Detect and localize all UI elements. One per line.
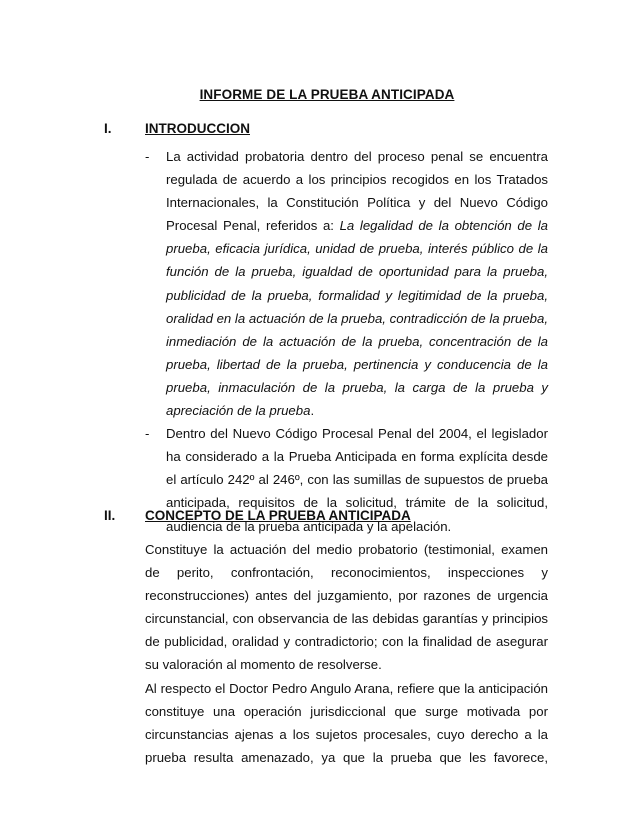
introduccion-list (145, 145, 548, 538)
list-item-text (166, 145, 548, 422)
list-bullet: - (145, 426, 150, 442)
section-number: I. (104, 121, 112, 136)
section-heading: INTRODUCCION (145, 121, 250, 136)
section-heading: CONCEPTO DE LA PRUEBA ANTICIPADA (145, 508, 411, 523)
item-text-plain: La actividad probatoria dentro del proceso penal se encuentra regulada de acuerdo a los principios recogidos en los Tratados Internacionales, la Constitución Política y del Nuevo Código Procesal Penal, referidos a: (166, 149, 548, 234)
paragraph: Al respecto el Doctor Pedro Angulo Arana, refiere que la anticipación constituye una operación jurisdiccional que surge motivada por circunstancias ajenas a los sujetos procesales, cuyo derecho a la prueba resulta amenazado, ya que la prueba que les favorece, (145, 680, 548, 765)
item-text-end: . (310, 403, 315, 419)
section-number: II. (104, 508, 116, 523)
concepto-body (145, 538, 548, 769)
list-item-text: Dentro del Nuevo Código Procesal Penal del 2004, el legislador ha considerado a la Prueba Anticipada en forma explícita desde el artículo 242º al 246º, con las sumillas de supuestos de prueba anticipada, requisitos de la solicitud, trámite de la solicitud, audiencia de la prueba anticipada y la apelación. (166, 426, 548, 534)
paragraph: Constituye la actuación del medio probatorio (testimonial, examen de perito, confrontación, reconocimientos, inspecciones y reconstrucciones) antes del juzgamiento, por razones de urgencia circunstancial, con observancia de las debidas garantías y principios de publicidad, oralidad y contradictorio; con la finalidad de asegurar su valoración al momento de resolverse. (145, 542, 548, 673)
item-text-italic: La legalidad de la obtención de la prueba, eficacia jurídica, unidad de prueba, interés público de la función de la prueba, igualdad de oportunidad para la prueba, publicidad de la prueba, formalidad y legitimidad de la prueba, oralidad en la actuación de la prueba, contradicción de la prueba, inmediación de la actuación de la prueba, concentración de la prueba, libertad de la prueba, pertinencia y conducencia de la prueba, inmaculación de la prueba, la carga de la prueba y apreciación de la prueba (166, 218, 548, 419)
list-bullet: - (145, 149, 150, 164)
document-title: INFORME DE LA PRUEBA ANTICIPADA (199, 87, 455, 102)
list-item (145, 145, 548, 422)
